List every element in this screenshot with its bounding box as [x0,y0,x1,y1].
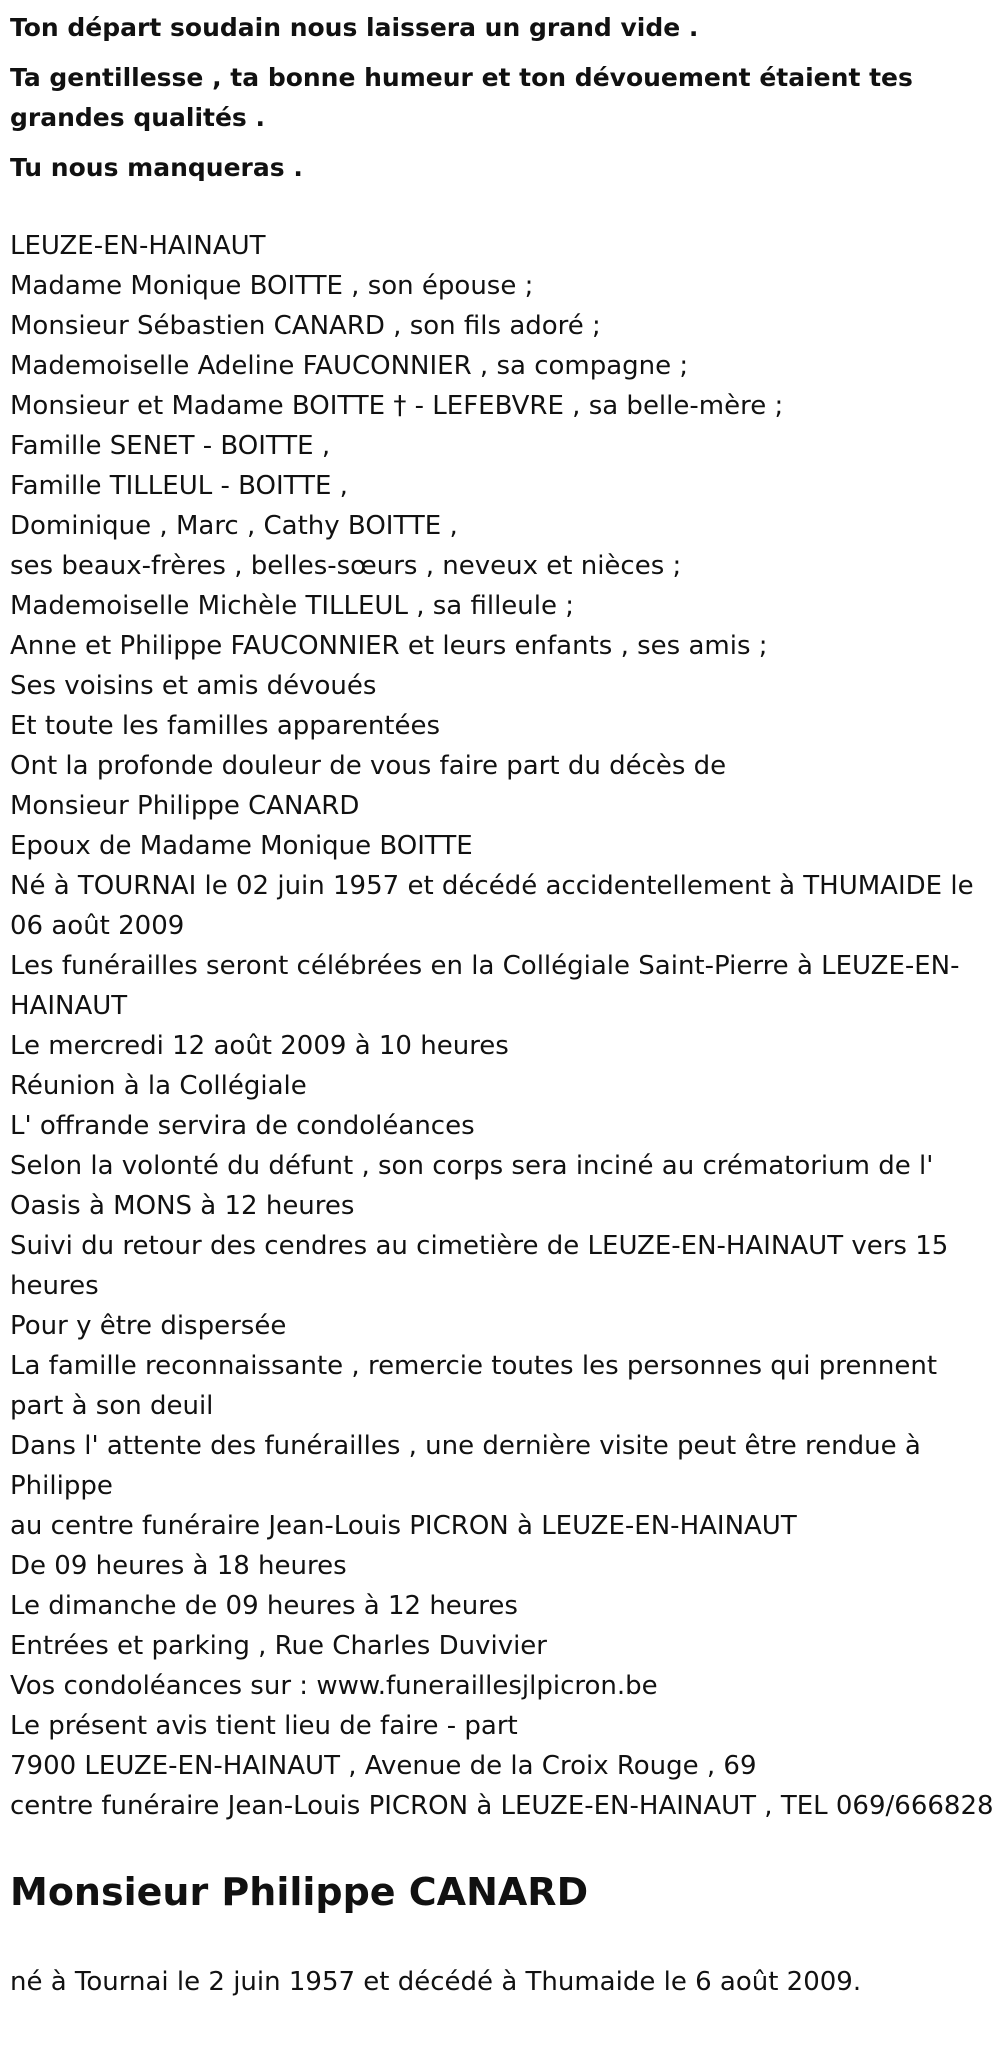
sunday-hours-line: Le dimanche de 09 heures à 12 heures [10,1591,518,1621]
gathering-line: Réunion à la Collégiale [10,1071,307,1101]
deceased-name-line: Monsieur Philippe CANARD [10,791,360,821]
offering-line: L' offrande servira de condoléances [10,1111,475,1141]
birth-death-line: Né à TOURNAI le 02 juin 1957 et décédé accidentellement à THUMAIDE le 06 août 2009 [10,871,974,941]
intro-line: Ta gentillesse , ta bonne humeur et ton dévouement étaient tes grandes qualités . [10,63,913,132]
announcement-line: Ont la profonde douleur de vous faire part du décès de [10,751,727,781]
visit-line: Dans l' attente des funérailles , une dernière visite peut être rendue à Philippe [10,1431,921,1501]
cremation-line: Selon la volonté du défunt , son corps sera inciné au crématorium de l' Oasis à MONS à 12 heures [10,1151,934,1221]
funeral-location-line: Les funérailles seront célébrées en la Collégiale Saint-Pierre à LEUZE-EN-HAINAUT [10,951,960,1021]
family-line: Ses voisins et amis dévoués [10,671,377,701]
spouse-line: Epoux de Madame Monique BOITTE [10,831,473,861]
family-line: Mademoiselle Michèle TILLEUL , sa filleule ; [10,591,575,621]
thanks-line: La famille reconnaissante , remercie toutes les personnes qui prennent part à son deuil [10,1351,938,1421]
family-line: Madame Monique BOITTE , son épouse ; [10,271,534,301]
family-line: Dominique , Marc , Cathy BOITTE , [10,511,458,541]
address-line: 7900 LEUZE-EN-HAINAUT , Avenue de la Croix Rouge , 69 [10,1751,757,1781]
funeral-date-line: Le mercredi 12 août 2009 à 10 heures [10,1031,509,1061]
family-line: Monsieur et Madame BOITTE † - LEFEBVRE , sa belle-mère ; [10,391,784,421]
family-line: Mademoiselle Adeline FAUCONNIER , sa compagne ; [10,351,689,381]
family-line: Monsieur Sébastien CANARD , son fils adoré ; [10,311,601,341]
dispersal-line: Pour y être dispersée [10,1311,287,1341]
intro-line: Ton départ soudain nous laissera un grand vide . [10,13,699,42]
announcement-body [10,226,994,1826]
funeral-home-line: au centre funéraire Jean-Louis PICRON à LEUZE-EN-HAINAUT [10,1511,797,1541]
ashes-line: Suivi du retour des cendres au cimetière de LEUZE-EN-HAINAUT vers 15 heures [10,1231,949,1301]
parking-line: Entrées et parking , Rue Charles Duvivier [10,1631,547,1661]
family-line: Famille TILLEUL - BOITTE , [10,471,348,501]
intro-message [10,0,990,188]
contact-line: centre funéraire Jean-Louis PICRON à LEUZE-EN-HAINAUT , TEL 069/666828 [10,1791,994,1821]
condolences-line: Vos condoléances sur : www.funeraillesjlpicron.be [10,1671,658,1701]
deceased-name-heading: Monsieur Philippe CANARD [10,1870,589,1914]
family-line: Et toute les familles apparentées [10,711,441,741]
summary-line: né à Tournai le 2 juin 1957 et décédé à Thumaide le 6 août 2009. [10,1967,862,1997]
intro-line: Tu nous manqueras . [10,153,303,182]
location-line: LEUZE-EN-HAINAUT [10,231,266,261]
notice-line: Le présent avis tient lieu de faire - part [10,1711,518,1741]
family-line: Famille SENET - BOITTE , [10,431,331,461]
family-line: Anne et Philippe FAUCONNIER et leurs enfants , ses amis ; [10,631,768,661]
hours-line: De 09 heures à 18 heures [10,1551,347,1581]
family-line: ses beaux-frères , belles-sœurs , neveux et nièces ; [10,551,682,581]
